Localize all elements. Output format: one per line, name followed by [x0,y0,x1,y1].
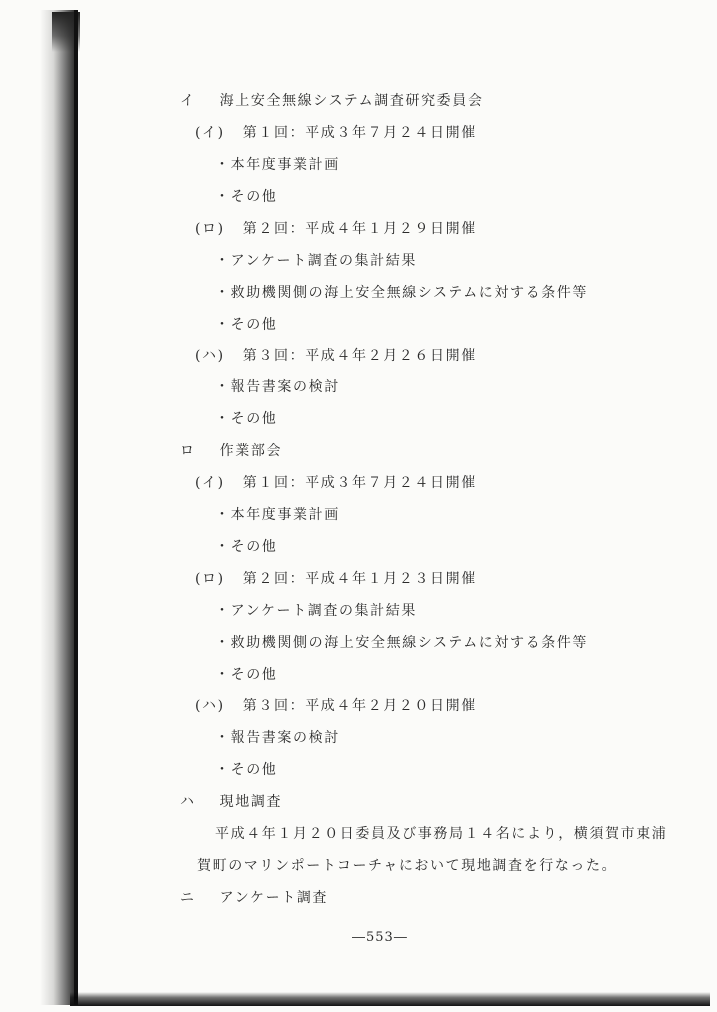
list-item: ・救助機関側の海上安全無線システムに対する条件等 [215,285,588,301]
meeting-date: 第３回：平成４年２月２０日開催 [242,698,477,714]
binding-shadow [40,10,78,1005]
section-i-heading [180,92,483,110]
section-ni-title: アンケート調査 [219,890,329,906]
meeting-date: 第２回：平成４年１月２３日開催 [242,571,477,587]
meeting-date: 第３回：平成４年２月２６日開催 [242,348,477,364]
meeting-marker: (イ) [195,125,225,141]
list-item: ・その他 [215,411,278,427]
list-item: ・アンケート調査の集計結果 [215,603,417,619]
list-item: ・本年度事業計画 [215,507,340,523]
section-ro-meeting-3 [195,697,477,715]
meeting-date: 第１回：平成３年７月２４日開催 [242,125,477,141]
meeting-marker: (ロ) [195,571,225,587]
paragraph-line: 賀町のマリンポートコーチャにおいて現地調査を行なった。 [197,858,618,874]
list-item: ・その他 [215,317,278,333]
list-item: ・その他 [215,667,278,683]
list-item: ・本年度事業計画 [215,157,340,173]
meeting-marker: (ハ) [195,348,225,364]
section-i-title: 海上安全無線システム調査研究委員会 [219,93,484,109]
meeting-date: 第２回：平成４年１月２９日開催 [242,221,477,237]
section-ro-meeting-1 [195,474,477,492]
section-ni-marker: ニ [180,890,196,906]
bottom-edge-shadow [70,992,710,1006]
meeting-date: 第１回：平成３年７月２４日開催 [242,475,477,491]
section-i-meeting-2 [195,220,477,238]
section-i-meeting-3 [195,347,477,365]
list-item: ・その他 [215,762,278,778]
meeting-marker: (ロ) [195,221,225,237]
list-item: ・報告書案の検討 [215,379,340,395]
list-item: ・アンケート調査の集計結果 [215,253,417,269]
meeting-marker: (イ) [195,475,225,491]
section-ro-marker: ロ [180,443,196,459]
section-ha-marker: ハ [180,794,196,810]
paragraph-line: 平成４年１月２０日委員及び事務局１４名により，横須賀市東浦 [215,826,668,842]
section-ro-title: 作業部会 [219,443,283,459]
section-ro-meeting-2 [195,570,477,588]
list-item: ・救助機関側の海上安全無線システムに対する条件等 [215,635,588,651]
section-i-marker: イ [180,93,196,109]
section-ro-heading [180,442,282,460]
list-item: ・その他 [215,539,278,555]
binding-edge [74,10,78,1005]
list-item: ・報告書案の検討 [215,730,340,746]
page-number: ―553― [352,930,408,945]
section-ha-heading [180,793,282,811]
section-ni-heading [180,889,328,907]
meeting-marker: (ハ) [195,698,225,714]
section-ha-title: 現地調査 [219,794,283,810]
list-item: ・その他 [215,189,278,205]
section-i-meeting-1 [195,124,477,142]
